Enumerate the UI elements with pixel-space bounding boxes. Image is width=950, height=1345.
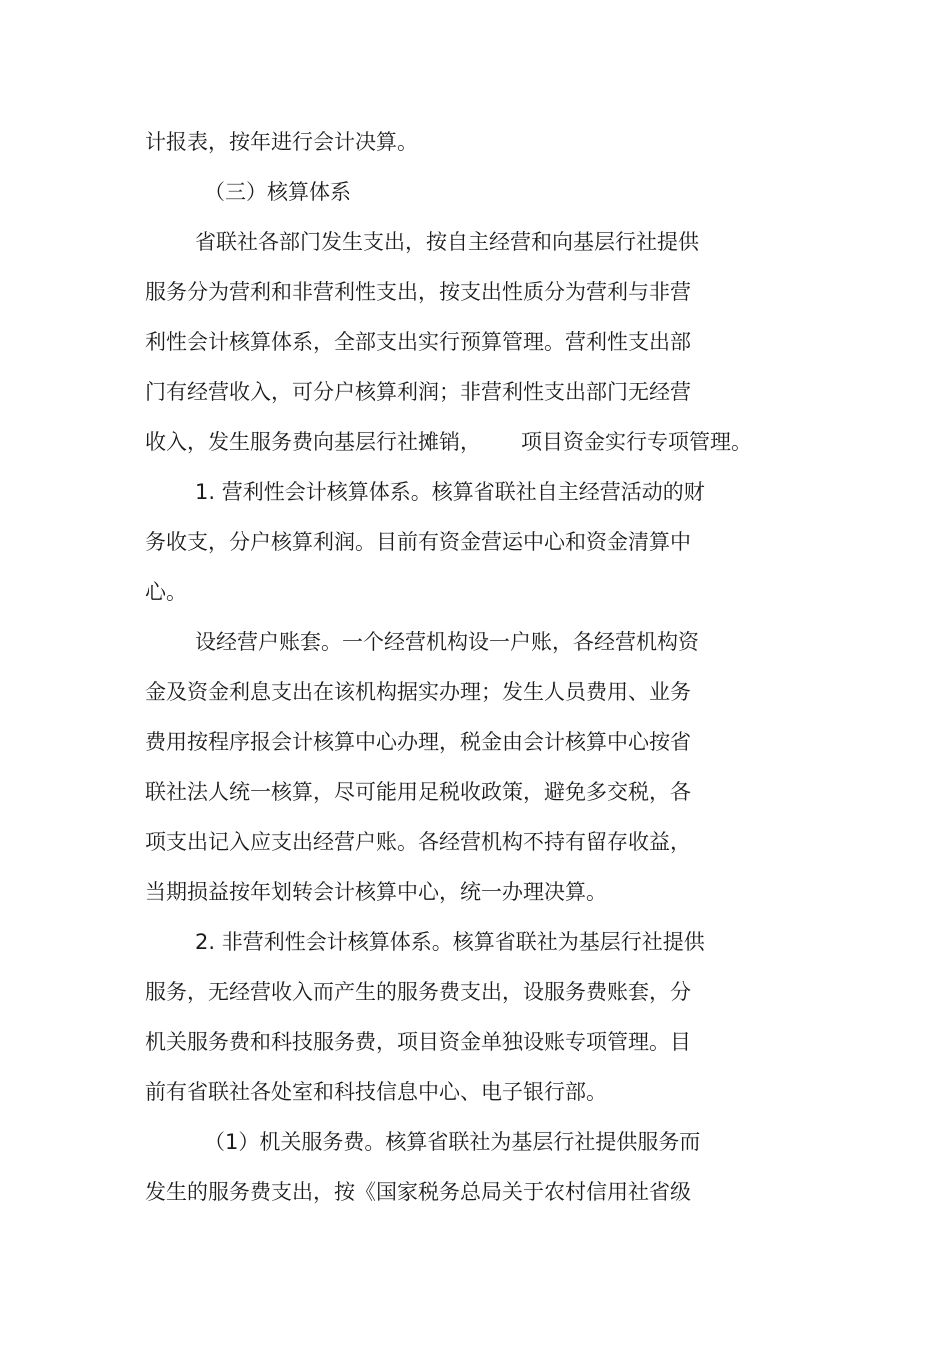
text-line: 收入，发生服务费向基层行社摊销， 项目资金实行专项管理。 (145, 430, 753, 454)
text-line: 机关服务费和科技服务费，项目资金单独设账专项管理。目 (145, 1030, 691, 1054)
text-line: 计报表，按年进行会计决算。 (145, 130, 418, 154)
text-line: 服务，无经营收入而产生的服务费支出，设服务费账套，分 (145, 980, 691, 1004)
text-line: 发生的服务费支出，按《国家税务总局关于农村信用社省级 (145, 1180, 691, 1204)
paragraph-line: 2. 非营利性会计核算体系。核算省联社为基层行社提供 (195, 930, 705, 954)
text-line: 金及资金利息支出在该机构据实办理；发生人员费用、业务 (145, 680, 691, 704)
paragraph-line: 设经营户账套。一个经营机构设一户账，各经营机构资 (195, 630, 699, 654)
text-line: 项支出记入应支出经营户账。各经营机构不持有留存收益， (145, 830, 691, 854)
section-heading: （三）核算体系 (204, 180, 351, 204)
text-line: 服务分为营利和非营利性支出，按支出性质分为营利与非营 (145, 280, 691, 304)
paragraph-line: （1）机关服务费。核算省联社为基层行社提供服务而 (204, 1130, 701, 1154)
text-line: 务收支，分户核算利润。目前有资金营运中心和资金清算中 (145, 530, 691, 554)
text-line: 心。 (145, 580, 187, 604)
text-line: 当期损益按年划转会计核算中心，统一办理决算。 (145, 880, 607, 904)
paragraph-line: 1. 营利性会计核算体系。核算省联社自主经营活动的财 (195, 480, 705, 504)
text-line: 门有经营收入，可分户核算利润；非营利性支出部门无经营 (145, 380, 691, 404)
text-line: 利性会计核算体系，全部支出实行预算管理。营利性支出部 (145, 330, 691, 354)
text-line: 前有省联社各处室和科技信息中心、电子银行部。 (145, 1080, 607, 1104)
text-line: 费用按程序报会计核算中心办理，税金由会计核算中心按省 (145, 730, 691, 754)
text-line: 联社法人统一核算，尽可能用足税收政策，避免多交税，各 (145, 780, 691, 804)
paragraph-line: 省联社各部门发生支出，按自主经营和向基层行社提供 (195, 230, 699, 254)
